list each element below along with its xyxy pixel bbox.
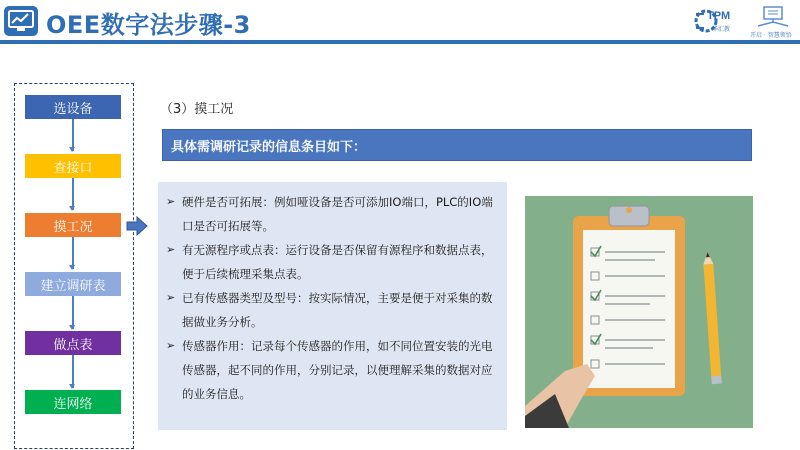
book-logo-caption: 开启 · 智慧领悟: [750, 32, 792, 39]
flow-step-label: 选设备: [53, 101, 93, 117]
monitor-chart-icon: [4, 6, 38, 36]
list-item-text: 已有传感器类型及型号：按实际情况，主要是便于对采集的数据做业务分析。: [182, 291, 493, 329]
list-item: [164, 286, 502, 334]
flow-step-build-survey-table: [25, 272, 121, 296]
arrowhead-bullet-icon: ➢: [166, 195, 176, 208]
list-item-text: 有无源程序或点表：运行设备是否保留有源程序和数据点表，便于后续梳理采集点表。: [182, 243, 493, 281]
tpm-logo-text: TPM: [707, 10, 731, 22]
list-item: [164, 190, 502, 238]
flow-step-connect-network: [25, 390, 121, 414]
flow-step-make-point-table: [25, 331, 121, 355]
arrowhead-bullet-icon: ➢: [166, 243, 176, 256]
book-logo-icon: [756, 6, 790, 28]
flow-step-working-condition: [25, 213, 121, 237]
info-list: [164, 190, 502, 406]
flow-step-check-interface: [25, 154, 121, 178]
flow-step-label: 连网络: [53, 396, 93, 412]
clipboard-checklist-icon: [525, 196, 753, 428]
flow-step-label: 查接口: [53, 160, 93, 176]
header: [0, 0, 800, 44]
flow-connector: [72, 296, 74, 329]
header-divider: [0, 40, 800, 44]
section-label: （3）摸工况: [160, 102, 234, 117]
flow-connector: [72, 178, 74, 210]
list-item: [164, 334, 502, 406]
list-item-text: 硬件是否可拓展：例如哑设备是否可添加IO端口，PLC的IO端口是否可拓展等。: [182, 195, 493, 233]
flow-connector: [72, 355, 74, 388]
arrowhead-bullet-icon: ➢: [166, 291, 176, 304]
flow-connector: [72, 237, 74, 269]
right-arrow-icon: [126, 216, 148, 236]
list-item-text: 传感器作用：记录每个传感器的作用，如不同位置安装的光电传感器，起不同的作用，分别记录，以便理解采集的数据对应的业务信息。: [182, 339, 493, 401]
arrowhead-bullet-icon: ➢: [166, 339, 176, 352]
flow-step-label: 做点表: [53, 337, 93, 353]
list-item: [164, 238, 502, 286]
flow-step-label: 建立调研表: [40, 278, 106, 294]
clipboard-illustration: [525, 196, 753, 428]
section-banner: 具体需调研记录的信息条目如下：: [162, 129, 752, 161]
page-title: OEE数字法步骤-3: [46, 11, 251, 39]
tpm-logo-sub: 华汇教: [712, 26, 731, 33]
flow-connector: [72, 119, 74, 151]
flow-step-label: 摸工况: [53, 219, 93, 235]
flow-step-select-device: [25, 95, 121, 119]
